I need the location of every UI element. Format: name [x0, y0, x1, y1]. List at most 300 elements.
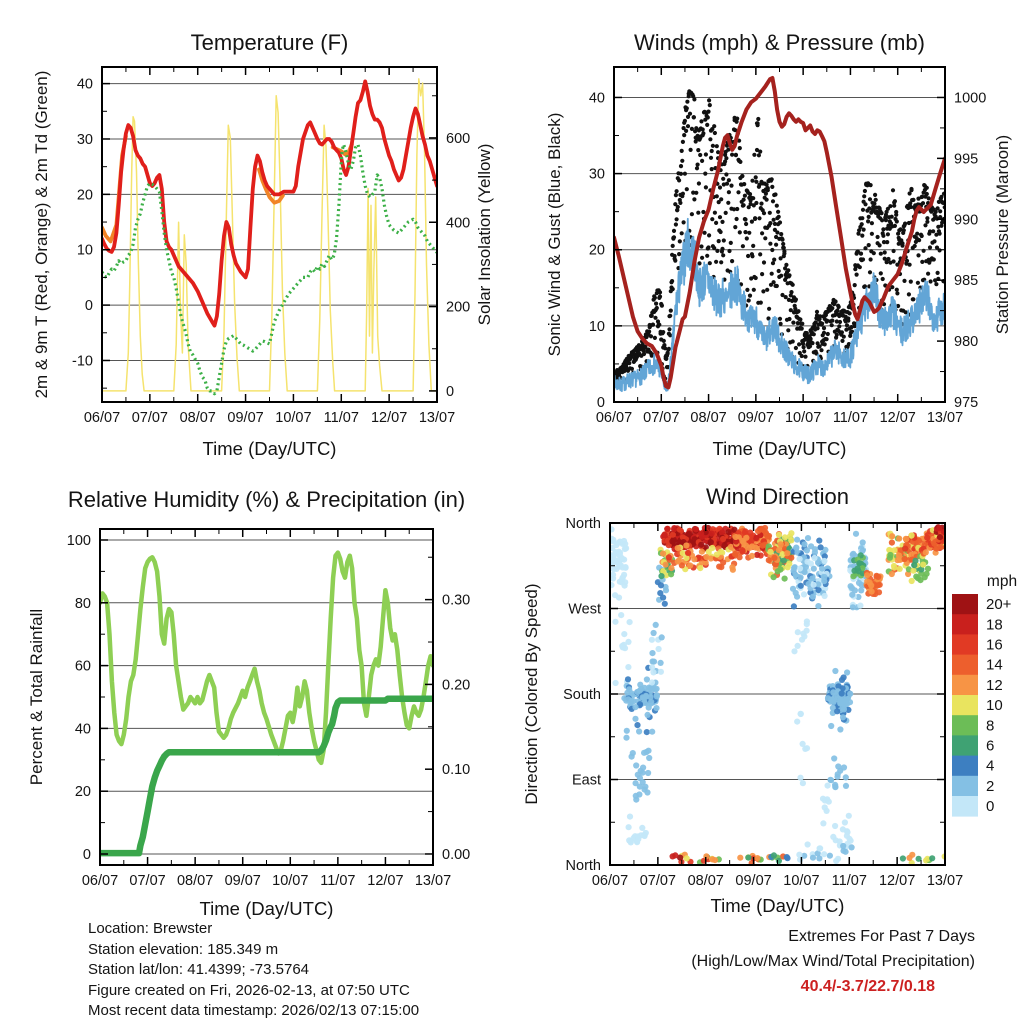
gust-dot: [863, 189, 867, 193]
wind-dir-dot: [799, 637, 805, 643]
wind-dir-dot: [743, 535, 749, 541]
wind-dir-dot: [693, 526, 699, 532]
station-location: Location: Brewster: [88, 920, 213, 937]
gust-dot: [740, 174, 744, 178]
y-tick-label: 20: [588, 242, 605, 259]
x-tick-label: 10/07: [784, 410, 822, 426]
wind-dir-dot: [626, 824, 632, 830]
wind-dir-dot: [641, 750, 647, 756]
wind-dir-dot: [683, 542, 689, 548]
gust-dot: [881, 277, 885, 281]
gust-dot: [833, 300, 837, 304]
gust-dot: [826, 332, 830, 336]
wind-dir-dot: [675, 558, 681, 564]
gust-dot: [858, 265, 862, 269]
colorbar-label: 14: [986, 656, 1003, 674]
gust-dot: [774, 243, 778, 247]
gust-dot: [729, 184, 733, 188]
wind-dir-dot: [815, 603, 821, 609]
y-tick-label: 40: [74, 721, 91, 738]
gust-dot: [743, 194, 747, 198]
gust-dot: [680, 159, 684, 163]
gust-dot: [770, 248, 774, 252]
gust-dot: [697, 181, 701, 185]
gust-dot: [840, 330, 844, 334]
wind-dir-dot: [809, 575, 815, 581]
wind-dir-dot: [684, 855, 690, 861]
gust-dot: [701, 127, 705, 131]
wind-dir-dot: [800, 780, 806, 786]
wind-dir-dot: [771, 852, 777, 858]
wind-dir-dot: [622, 579, 628, 585]
y-tick-label: 30: [76, 131, 93, 148]
wind-dir-dot: [662, 601, 668, 607]
gust-dot: [925, 186, 929, 190]
wind-dir-dot: [661, 532, 667, 538]
gust-dot: [787, 317, 791, 321]
x-tick-label: 09/07: [227, 410, 264, 426]
wind-dir-dot: [850, 604, 856, 610]
gust-dot: [658, 290, 662, 294]
gust-dot: [684, 129, 688, 133]
wind-dir-dot: [841, 674, 847, 680]
gust-dot: [696, 211, 700, 215]
wind-dir-dot: [804, 547, 810, 553]
wind-dir-dot: [889, 540, 895, 546]
wind-dir-dot: [624, 728, 630, 734]
wind-dir-dot: [849, 844, 855, 850]
gust-dot: [782, 251, 786, 255]
winds-chart: [545, 30, 1012, 459]
wind-dir-dot: [830, 834, 836, 840]
wind-dir-dot: [658, 582, 664, 588]
gust-dot: [917, 238, 921, 242]
wind-dir-dot: [828, 697, 834, 703]
wind-dir-dot: [791, 648, 797, 654]
gust-dot: [708, 103, 712, 107]
wind-dir-dot: [643, 693, 649, 699]
wind-dir-dot: [903, 536, 909, 542]
gust-dot: [715, 144, 719, 148]
wind-dir-dot: [784, 550, 790, 556]
gust-dot: [704, 185, 708, 189]
x-tick-label: 12/07: [878, 873, 916, 889]
temperature-chart: [32, 30, 494, 459]
gust-dot: [830, 306, 834, 310]
wind-dir-dot: [697, 565, 703, 571]
gust-dot: [722, 238, 726, 242]
gust-dot: [791, 339, 795, 343]
gust-dot: [822, 331, 826, 335]
wind-dir-dot: [633, 780, 639, 786]
gust-dot: [753, 217, 757, 221]
colorbar-band: [952, 715, 978, 736]
gust-dot: [750, 254, 754, 258]
gust-dot: [846, 316, 850, 320]
wind-dir-dot: [649, 637, 655, 643]
y2-tick-label: 0.00: [442, 846, 471, 863]
gust-dot: [819, 348, 823, 352]
y2-axis-label: Solar Insolation (Yellow): [475, 143, 494, 326]
gust-dot: [770, 177, 774, 181]
gust-dot: [735, 217, 739, 221]
wind-dir-dot: [796, 852, 802, 858]
gust-dot: [662, 339, 666, 343]
gust-dot: [750, 179, 754, 183]
gust-dot: [719, 197, 723, 201]
gust-dot: [809, 337, 813, 341]
gust-dot: [823, 342, 827, 346]
wind-dir-dot: [924, 571, 930, 577]
wind-dir-dot: [777, 566, 783, 572]
gust-dot: [678, 201, 682, 205]
gust-dot: [855, 273, 859, 277]
x-axis-label: Time (Day/UTC): [712, 438, 847, 459]
wind-dir-dot: [897, 566, 903, 572]
gust-dot: [812, 332, 816, 336]
wind-dir-dot: [664, 526, 670, 532]
wind-dir-dot: [835, 856, 841, 862]
gust-dot: [776, 210, 780, 214]
gust-dot: [759, 202, 763, 206]
gust-dot: [798, 317, 802, 321]
wind-dir-dot: [644, 729, 650, 735]
wind-dir-dot: [817, 845, 823, 851]
wind-dir-dot: [658, 573, 664, 579]
wind-dir-dot: [763, 531, 769, 537]
wind-dir-dot: [788, 537, 794, 543]
gust-dot: [692, 197, 696, 201]
gust-dot: [743, 217, 747, 221]
wind-dir-dot: [649, 664, 655, 670]
y2-tick-label: 0.10: [442, 762, 471, 779]
wind-dir-dot: [615, 540, 621, 546]
gust-dot: [630, 367, 634, 371]
gust-dot: [699, 119, 703, 123]
gust-dot: [627, 361, 631, 365]
wind-dir-dot: [729, 564, 735, 570]
y-axis-label: Sonic Wind & Gust (Blue, Black): [545, 112, 564, 357]
wind-dir-dot: [720, 559, 726, 565]
wind-dir-dot: [843, 774, 849, 780]
wind-dir-dot: [663, 587, 669, 593]
gust-dot: [748, 192, 752, 196]
gust-dot: [786, 328, 790, 332]
wind-dir-dot: [844, 696, 850, 702]
gust-dot: [894, 210, 898, 214]
x-tick-label: 08/07: [690, 410, 727, 426]
wind-dir-dot: [856, 560, 862, 566]
gust-dot: [932, 257, 936, 261]
x-axis-label: Time (Day/UTC): [199, 898, 334, 919]
y2-tick-label: 200: [446, 299, 471, 316]
x-tick-label: 06/07: [81, 873, 119, 889]
wind-dir-dot: [816, 538, 822, 544]
wind-dir-dot: [728, 544, 734, 550]
wind-dir-dot: [634, 722, 640, 728]
wind-dir-dot: [784, 855, 790, 861]
y2-tick-label: 995: [954, 151, 979, 168]
gust-dot: [655, 306, 659, 310]
gust-dot: [738, 146, 742, 150]
wind-dir-dot: [924, 535, 930, 541]
y-tick-label: 80: [74, 595, 91, 612]
gust-dot: [916, 253, 920, 257]
gust-dot: [868, 270, 872, 274]
gust-dot: [682, 133, 686, 137]
gust-dot: [727, 190, 731, 194]
y-tick-label: 30: [588, 166, 605, 183]
wind-dir-dot: [791, 565, 797, 571]
gust-dot: [803, 355, 807, 359]
wind-dir-dot: [640, 770, 646, 776]
y-tick-label: South: [563, 687, 601, 703]
wind-dir-dot: [839, 690, 845, 696]
wind-dir-dot: [755, 528, 761, 534]
gust-dot: [727, 249, 731, 253]
wind-dir-dot: [797, 556, 803, 562]
gust-dot: [777, 269, 781, 273]
wind-dir-dot: [853, 531, 859, 537]
gust-dot: [787, 273, 791, 277]
wind-dir-dot: [636, 728, 642, 734]
gust-dot: [754, 180, 758, 184]
wind-dir-dot: [860, 539, 866, 545]
wind-dir-dot: [648, 699, 654, 705]
gust-dot: [909, 188, 913, 192]
gust-dot: [689, 148, 693, 152]
x-tick-label: 06/07: [591, 873, 629, 889]
gust-dot: [907, 292, 911, 296]
wind-dir-dot: [856, 580, 862, 586]
gust-dot: [911, 297, 915, 301]
x-tick-label: 10/07: [272, 873, 309, 889]
y2-tick-label: 400: [446, 215, 471, 232]
wind-dir-dot: [835, 763, 841, 769]
wind-dir-dot: [742, 528, 748, 534]
gust-dot: [677, 252, 681, 256]
wind-dir-dot: [804, 559, 810, 565]
gust-dot: [738, 160, 742, 164]
wind-dir-dot: [622, 546, 628, 552]
wind-dir-dot: [837, 726, 843, 732]
wind-dir-dot: [831, 755, 837, 761]
y2-axis-label: Station Pressure (Maroon): [993, 134, 1012, 335]
gust-dot: [724, 156, 728, 160]
colorbar-band: [952, 634, 978, 655]
gust-dot: [895, 288, 899, 292]
y2-tick-label: 1000: [954, 90, 987, 107]
wind-dir-dot: [937, 534, 943, 540]
wind-dir-dot: [822, 804, 828, 810]
humidity-chart: [27, 487, 470, 919]
gust-dot: [671, 287, 675, 291]
wind-dir-dot: [654, 693, 660, 699]
y-tick-label: 0: [596, 395, 605, 411]
gust-dot: [936, 271, 940, 275]
gust-dot: [721, 177, 725, 181]
wind-dir-dot: [900, 855, 906, 861]
extremes-title: Extremes For Past 7 Days: [788, 928, 975, 945]
gust-dot: [904, 310, 908, 314]
2m-dewpoint: [102, 145, 437, 394]
2m-temperature: [102, 81, 437, 325]
station-elevation: Station elevation: 185.349 m: [88, 940, 279, 958]
colorbar-label: 2: [986, 777, 995, 795]
wind-dir-dot: [920, 562, 926, 568]
wind-dir-dot: [915, 575, 921, 581]
gust-dot: [840, 339, 844, 343]
colorbar-label: 20+: [986, 596, 1012, 614]
x-tick-label: 08/07: [176, 873, 214, 889]
gust-dot: [743, 230, 747, 234]
gust-dot: [802, 349, 806, 353]
gust-dot: [870, 232, 874, 236]
y-tick-label: 10: [588, 318, 605, 335]
gust-dot: [675, 217, 679, 221]
wind-dir-dot: [749, 543, 755, 549]
gust-dot: [760, 272, 764, 276]
x-tick-label: 11/07: [832, 410, 869, 426]
wind-dir-dot: [749, 553, 755, 559]
wind-dir-dot: [675, 545, 681, 551]
gust-dot: [784, 295, 788, 299]
wind-dir-dot: [794, 719, 800, 725]
wind-dir-dot: [798, 711, 804, 717]
x-tick-label: 09/07: [735, 873, 772, 889]
gust-dot: [730, 259, 734, 263]
x-tick-label: 10/07: [275, 410, 312, 426]
y-tick-label: 0: [84, 298, 93, 315]
wind-dir-dot: [821, 851, 827, 857]
direction-chart: [522, 484, 963, 916]
wind-dir-dot: [771, 574, 777, 580]
wind-dir-dot: [640, 779, 646, 785]
gust-dot: [872, 251, 876, 255]
gust-dot: [709, 156, 713, 160]
wind-dir-dot: [889, 571, 895, 577]
wind-dir-dot: [778, 541, 784, 547]
gust-dot: [825, 337, 829, 341]
gust-dot: [690, 212, 694, 216]
wind-dir-dot: [621, 631, 627, 637]
wind-dir-dot: [627, 814, 633, 820]
wind-dir-dot: [699, 549, 705, 555]
gust-dot: [922, 249, 926, 253]
gust-dot: [845, 323, 849, 327]
chart-title: Winds (mph) & Pressure (mb): [634, 30, 925, 55]
gust-dot: [921, 201, 925, 205]
wind-dir-dot: [698, 531, 704, 537]
gust-dot: [660, 304, 664, 308]
gust-dot: [670, 279, 674, 283]
gust-dot: [886, 257, 890, 261]
gust-dot: [735, 117, 739, 121]
gust-dot: [794, 297, 798, 301]
gust-dot: [913, 244, 917, 248]
gust-dot: [751, 244, 755, 248]
y2-tick-label: 0.30: [442, 592, 471, 609]
wind-dir-dot: [718, 549, 724, 555]
gust-dot: [707, 98, 711, 102]
y-tick-label: -10: [72, 353, 93, 370]
gust-dot: [754, 276, 758, 280]
wind-dir-dot: [830, 689, 836, 695]
gust-dot: [837, 324, 841, 328]
wind-dir-dot: [776, 858, 782, 864]
gust-dot: [860, 222, 864, 226]
station-latlon: Station lat/lon: 41.4399; -73.5764: [88, 961, 310, 979]
wind-dir-dot: [663, 562, 669, 568]
wind-dir-dot: [627, 619, 633, 625]
y-tick-label: 40: [76, 76, 93, 93]
wind-dir-dot: [874, 573, 880, 579]
wind-dir-dot: [668, 571, 674, 577]
gust-dot: [773, 192, 777, 196]
gust-dot: [680, 149, 684, 153]
wind-dir-dot: [825, 783, 831, 789]
gust-dot: [747, 298, 751, 302]
gust-dot: [869, 257, 873, 261]
y-axis-label: Percent & Total Rainfall: [27, 608, 46, 786]
gust-dot: [772, 218, 776, 222]
x-tick-label: 07/07: [639, 873, 677, 889]
y-tick-label: West: [568, 601, 601, 618]
y-tick-label: 40: [588, 90, 605, 107]
wind-dir-dot: [912, 558, 918, 564]
gust-dot: [886, 232, 890, 236]
gust-dot: [651, 323, 655, 327]
gust-dot: [860, 234, 864, 238]
wind-dir-dot: [804, 621, 810, 627]
wind-dir-dot: [848, 583, 854, 589]
y-axis-label: 2m & 9m T (Red, Orange) & 2m Td (Green): [32, 70, 51, 399]
gust-dot: [756, 123, 760, 127]
gust-dot: [891, 188, 895, 192]
gust-dot: [772, 258, 776, 262]
wind-dir-dot: [850, 551, 856, 557]
gust-dot: [736, 190, 740, 194]
gust-dot: [712, 246, 716, 250]
gust-dot: [762, 211, 766, 215]
wind-dir-dot: [891, 565, 897, 571]
gust-dot: [837, 305, 841, 309]
x-tick-label: 11/07: [831, 873, 867, 889]
wind-dir-dot: [646, 755, 652, 761]
wind-dir-dot: [798, 574, 804, 580]
wind-dir-dot: [812, 546, 818, 552]
gust-dot: [704, 152, 708, 156]
gust-dot: [706, 115, 710, 119]
x-tick-label: 09/07: [224, 873, 261, 889]
wind-dir-dot: [843, 783, 849, 789]
wind-dir-dot: [726, 529, 732, 535]
gust-dot: [688, 112, 692, 116]
gust-dot: [815, 310, 819, 314]
gust-dot: [674, 193, 678, 197]
wind-dir-dot: [805, 841, 811, 847]
gust-dot: [742, 203, 746, 207]
wind-dir-dot: [793, 590, 799, 596]
gust-dot: [681, 140, 685, 144]
wind-dir-dot: [847, 691, 853, 697]
wind-dir-dot: [613, 680, 619, 686]
colorbar-band: [952, 594, 978, 615]
gust-dot: [726, 201, 730, 205]
gust-dot: [768, 221, 772, 225]
wind-dir-dot: [743, 543, 749, 549]
wind-dir-dot: [633, 762, 639, 768]
